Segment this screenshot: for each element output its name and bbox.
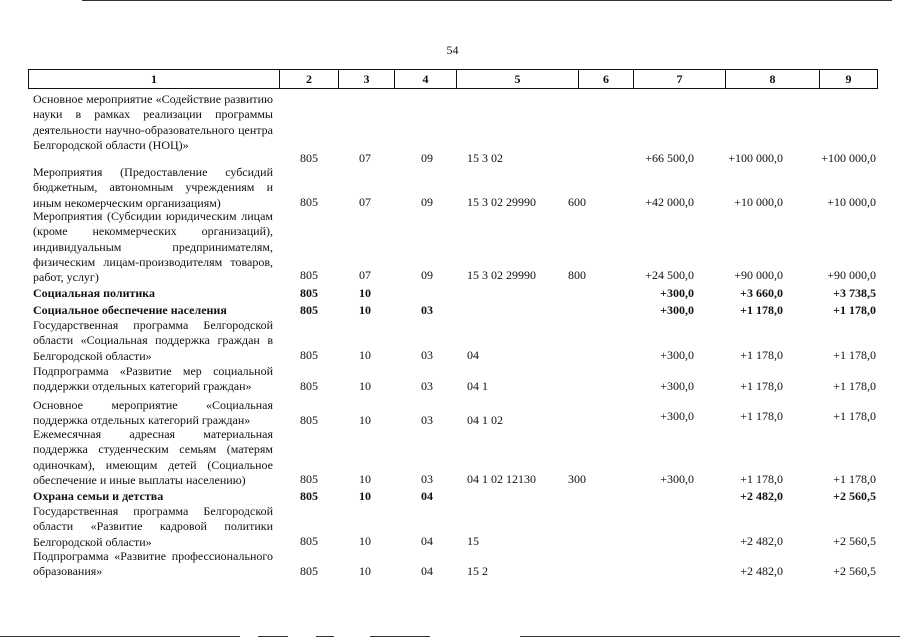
row-description: Государственная программа Белгородской области «Развитие кадровой политики Белгородской области» [33, 504, 273, 549]
bottom-edge-line [0, 636, 240, 637]
row-col-9: +1 178,0 [833, 472, 876, 486]
page-number: 54 [446, 43, 459, 57]
row-col-4: 04 [421, 564, 433, 578]
row-col-2: 805 [300, 268, 318, 282]
row-col-3: 07 [359, 268, 371, 282]
row-col-5: 04 1 02 12130 [467, 472, 536, 486]
row-col-9: +90 000,0 [827, 268, 876, 282]
row-col-4: 09 [421, 195, 433, 209]
row-col-8: +90 000,0 [734, 268, 783, 282]
row-col-9: +2 560,5 [833, 489, 876, 503]
row-col-7: +300,0 [660, 472, 694, 486]
row-col-4: 04 [421, 534, 433, 548]
row-col-2: 805 [300, 379, 318, 393]
header-col-5: 5 [456, 70, 578, 88]
row-col-5: 04 1 02 [467, 413, 503, 427]
row-col-4: 09 [421, 151, 433, 165]
row-col-3: 10 [359, 534, 371, 548]
bottom-edge-line [370, 636, 430, 637]
bottom-edge-line [316, 636, 334, 637]
row-col-3: 10 [359, 303, 371, 317]
bottom-edge-line [258, 636, 288, 637]
row-col-3: 10 [359, 413, 371, 427]
row-col-5: 04 1 [467, 379, 488, 393]
header-col-8: 8 [725, 70, 819, 88]
row-col-7: +300,0 [660, 286, 694, 300]
row-col-8: +100 000,0 [728, 151, 783, 165]
row-description: Охрана семьи и детства [33, 489, 164, 503]
row-col-2: 805 [300, 195, 318, 209]
row-col-4: 04 [421, 489, 433, 503]
row-col-9: +2 560,5 [833, 534, 876, 548]
header-col-7: 7 [633, 70, 725, 88]
row-col-7: +300,0 [660, 379, 694, 393]
row-col-3: 10 [359, 489, 371, 503]
row-col-9: +2 560,5 [833, 564, 876, 578]
row-col-4: 03 [421, 413, 433, 427]
row-col-9: +1 178,0 [833, 303, 876, 317]
row-description: Социальное обеспечение населения [33, 303, 227, 317]
row-col-4: 03 [421, 472, 433, 486]
bottom-edge-line [520, 636, 900, 637]
row-col-2: 805 [300, 564, 318, 578]
row-col-5: 15 [467, 534, 479, 548]
row-col-2: 805 [300, 303, 318, 317]
row-col-3: 10 [359, 348, 371, 362]
row-col-6: 300 [568, 472, 586, 486]
row-col-8: +1 178,0 [740, 472, 783, 486]
row-col-2: 805 [300, 151, 318, 165]
row-col-8: +1 178,0 [740, 379, 783, 393]
row-col-4: 09 [421, 268, 433, 282]
row-col-3: 07 [359, 195, 371, 209]
row-col-4: 03 [421, 348, 433, 362]
row-col-7: +300,0 [660, 303, 694, 317]
header-col-1: 1 [151, 72, 157, 86]
header-col-6: 6 [578, 70, 633, 88]
row-description: Государственная программа Белгородской области «Социальная поддержка граждан в Белгородской области» [33, 318, 273, 363]
row-description: Основное мероприятие «Содействие развитию науки в рамках реализации программы деятельности научно-образовательного центра Белгородской области (НОЦ)» [33, 92, 273, 152]
row-col-3: 10 [359, 379, 371, 393]
row-col-2: 805 [300, 472, 318, 486]
table-header [28, 69, 878, 89]
row-description: Подпрограмма «Развитие мер социальной поддержки отдельных категорий граждан» [33, 364, 273, 394]
row-col-5: 04 [467, 348, 479, 362]
row-col-8: +1 178,0 [740, 348, 783, 362]
row-description: Социальная политика [33, 286, 156, 300]
row-col-7: +300,0 [660, 348, 694, 362]
row-description: Подпрограмма «Развитие профессионального образования» [33, 549, 273, 579]
row-col-2: 805 [300, 534, 318, 548]
row-col-7: +42 000,0 [645, 195, 694, 209]
row-col-5: 15 3 02 [467, 151, 503, 165]
row-col-9: +10 000,0 [827, 195, 876, 209]
top-edge-line [82, 0, 892, 1]
row-col-4: 03 [421, 379, 433, 393]
row-col-7: +300,0 [660, 409, 694, 423]
row-col-8: +1 178,0 [740, 409, 783, 423]
row-col-8: +2 482,0 [740, 564, 783, 578]
row-col-5: 15 3 02 29990 [467, 268, 536, 282]
header-col-4: 4 [394, 70, 456, 88]
row-col-6: 800 [568, 268, 586, 282]
row-col-3: 07 [359, 151, 371, 165]
row-col-2: 805 [300, 489, 318, 503]
header-col-9: 9 [819, 70, 877, 88]
row-col-8: +1 178,0 [740, 303, 783, 317]
row-col-7: +24 500,0 [645, 268, 694, 282]
row-col-7: +66 500,0 [645, 151, 694, 165]
row-col-6: 600 [568, 195, 586, 209]
row-col-2: 805 [300, 413, 318, 427]
row-col-9: +100 000,0 [821, 151, 876, 165]
row-description: Ежемесячная адресная материальная поддержка студенческим семьям (матерям одиночкам), имеющим детей (Социальное обеспечение и иные выплаты населению) [33, 427, 273, 487]
row-col-9: +1 178,0 [833, 348, 876, 362]
row-col-2: 805 [300, 348, 318, 362]
row-col-9: +1 178,0 [833, 409, 876, 423]
row-col-2: 805 [300, 286, 318, 300]
row-description: Мероприятия (Субсидии юридическим лицам (кроме некоммерческих организаций), индивидуальным предпринимателям, физическим лицам-производителям товаров, работ, услуг) [33, 209, 273, 285]
row-col-3: 10 [359, 564, 371, 578]
row-col-8: +2 482,0 [740, 534, 783, 548]
row-col-3: 10 [359, 472, 371, 486]
row-description: Основное мероприятие «Социальная поддержка отдельных категорий граждан» [33, 398, 273, 428]
row-col-3: 10 [359, 286, 371, 300]
row-col-9: +3 738,5 [833, 286, 876, 300]
row-col-5: 15 2 [467, 564, 488, 578]
row-description: Мероприятия (Предоставление субсидий бюджетным, автономным учреждениям и иным некомерческим организациям) [33, 165, 273, 210]
row-col-9: +1 178,0 [833, 379, 876, 393]
row-col-8: +3 660,0 [740, 286, 783, 300]
row-col-8: +2 482,0 [740, 489, 783, 503]
row-col-8: +10 000,0 [734, 195, 783, 209]
row-col-4: 03 [421, 303, 433, 317]
header-col-2: 2 [279, 70, 338, 88]
header-col-3: 3 [338, 70, 394, 88]
row-col-5: 15 3 02 29990 [467, 195, 536, 209]
